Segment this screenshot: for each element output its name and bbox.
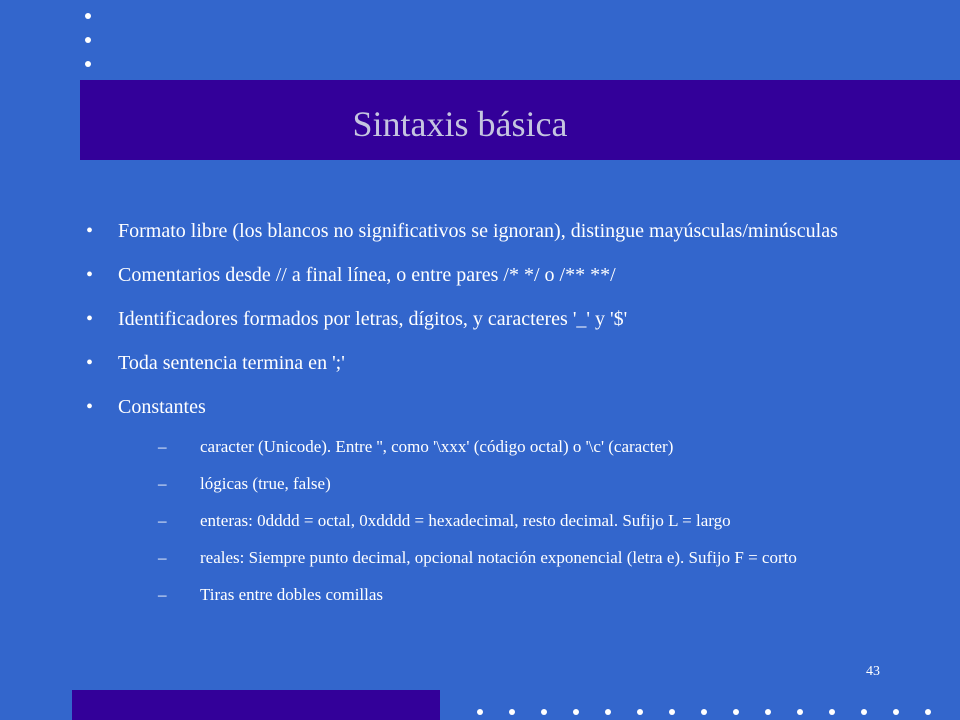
bullet-icon: •	[86, 264, 94, 286]
sub-bullet-text: reales: Siempre punto decimal, opcional notación exponencial (letra e). Sufijo F = corto	[200, 548, 797, 567]
decor-dot	[733, 709, 739, 715]
bullet-icon: •	[86, 396, 94, 418]
dash-icon: –	[158, 548, 167, 567]
decor-dot	[829, 709, 835, 715]
bullet-item	[80, 304, 840, 334]
bullet-item	[80, 260, 840, 290]
page-number: 43	[866, 664, 880, 679]
decor-dot	[893, 709, 899, 715]
decor-dot	[637, 709, 643, 715]
decor-dot	[573, 709, 579, 715]
sub-bullet-item	[160, 471, 840, 496]
decor-dot	[861, 709, 867, 715]
slide-content	[80, 216, 840, 619]
dash-icon: –	[158, 585, 167, 604]
bullet-icon: •	[86, 308, 94, 330]
sub-bullet-text: Tiras entre dobles comillas	[200, 585, 384, 604]
decor-dot	[509, 709, 515, 715]
bullet-icon: •	[86, 352, 94, 374]
sub-bullet-text: caracter (Unicode). Entre '', como '\xxx' (código octal) o '\c' (caracter)	[200, 437, 674, 456]
title-bar	[80, 80, 960, 160]
bullet-icon: •	[86, 220, 94, 242]
dash-icon: –	[158, 511, 167, 530]
sub-bullet-item	[160, 545, 840, 570]
bottom-bar	[72, 690, 440, 720]
dash-icon: –	[158, 474, 167, 493]
bullet-item	[80, 392, 840, 422]
bullet-text: Constantes	[118, 396, 206, 418]
decor-dot	[669, 709, 675, 715]
sub-bullet-item	[160, 582, 840, 607]
decor-dot	[605, 709, 611, 715]
decor-dot	[85, 61, 91, 67]
decor-dot	[85, 13, 91, 19]
decor-dot	[477, 709, 483, 715]
decor-dot	[797, 709, 803, 715]
bullet-text: Formato libre (los blancos no significativos se ignoran), distingue mayúsculas/minúsculas	[118, 220, 838, 242]
bullet-text: Comentarios desde // a final línea, o entre pares /* */ o /** **/	[118, 264, 616, 286]
sub-bullet-item	[160, 508, 840, 533]
bullet-item	[80, 216, 840, 246]
bullet-text: Identificadores formados por letras, dígitos, y caracteres '_' y '$'	[118, 308, 628, 330]
decor-dot	[765, 709, 771, 715]
sub-bullet-text: enteras: 0dddd = octal, 0xdddd = hexadecimal, resto decimal. Sufijo L = largo	[200, 511, 731, 530]
bullet-text: Toda sentencia termina en ';'	[118, 352, 345, 374]
decor-dot	[85, 37, 91, 43]
dash-icon: –	[158, 437, 167, 456]
decor-dot	[541, 709, 547, 715]
decor-dot	[925, 709, 931, 715]
decor-dot	[701, 709, 707, 715]
sub-bullet-item	[160, 434, 840, 459]
sub-bullet-text: lógicas (true, false)	[200, 474, 331, 493]
slide-title: Sintaxis básica	[352, 104, 568, 144]
bullet-item	[80, 348, 840, 378]
